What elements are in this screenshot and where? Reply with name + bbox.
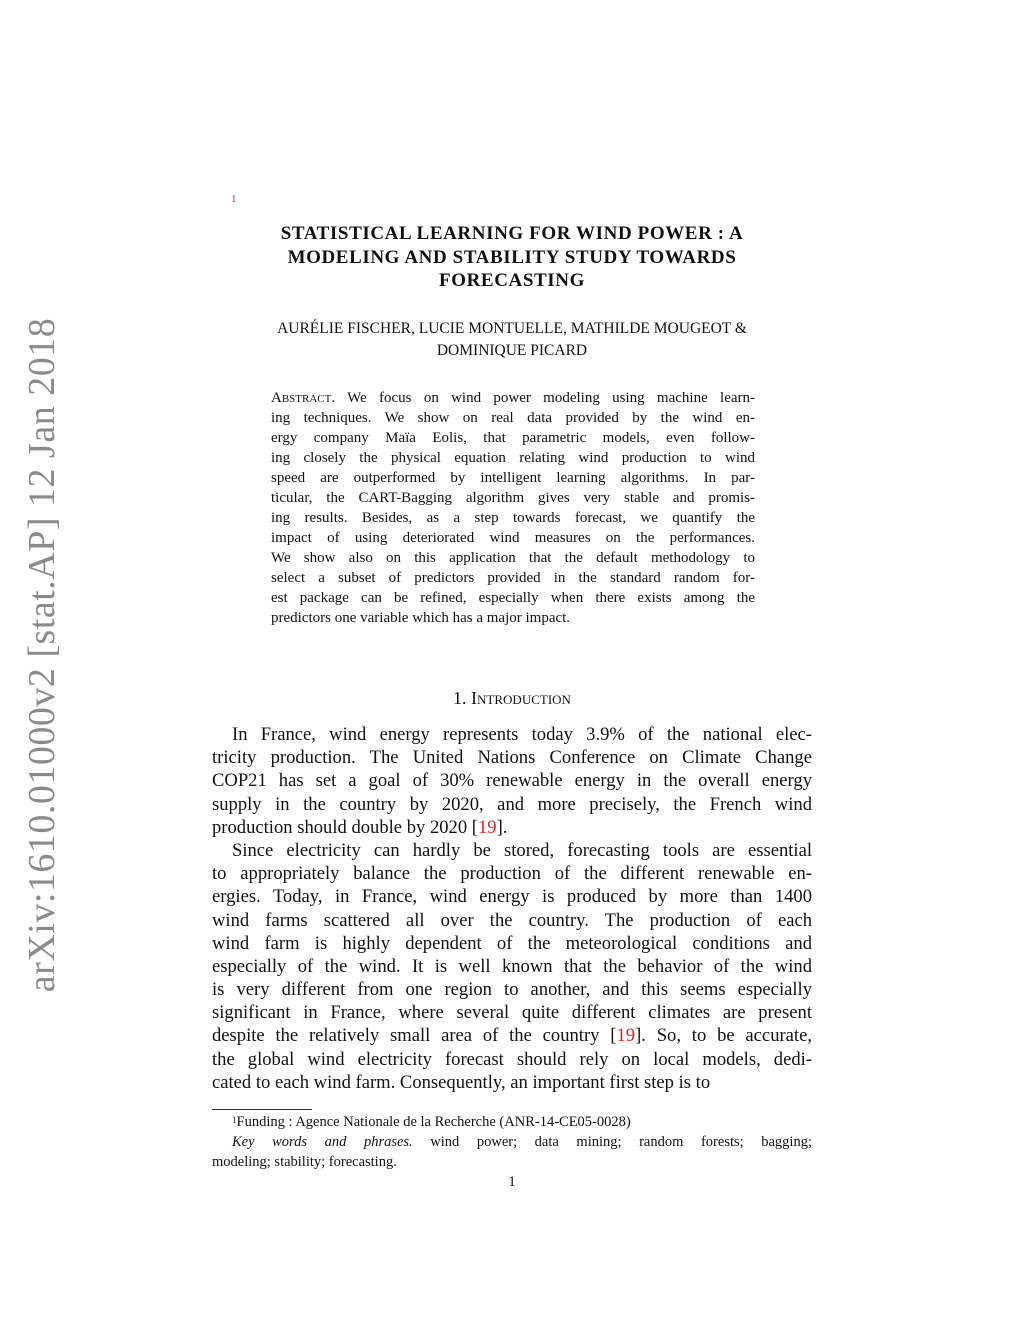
body-line: the global wind electricity forecast should rely on local models, dedi- — [212, 1048, 812, 1070]
abstract — [271, 388, 755, 628]
abstract-line — [271, 488, 755, 508]
abstract-line — [271, 528, 755, 548]
abstract-line — [271, 508, 755, 528]
citation-link[interactable]: 19 — [616, 1025, 636, 1047]
body-line: wind farm is highly dependent of the meteorological conditions and — [212, 932, 812, 954]
title-line: STATISTICAL LEARNING FOR WIND POWER : A — [280, 223, 744, 244]
title-line: FORECASTING — [439, 270, 585, 291]
abstract-line — [271, 588, 755, 608]
abstract-line-text: We show also on this application that the default methodology to — [271, 550, 755, 566]
funding-footnote — [212, 1112, 812, 1132]
citation-link[interactable]: 19 — [477, 816, 497, 838]
author-line: AURÉLIE FISCHER, LUCIE MONTUELLE, MATHILDE MOUGEOT & — [277, 320, 747, 337]
body-line: In France, wind energy represents today 3.9% of the national elec- — [232, 724, 812, 745]
authors — [212, 318, 812, 362]
body-text — [212, 723, 812, 1094]
funding-text: Funding : Agence Nationale de la Recherche (ANR-14-CE05-0028) — [236, 1114, 631, 1130]
footnotes — [212, 1112, 812, 1172]
body-line: Since electricity can hardly be stored, forecasting tools are essential — [232, 839, 812, 861]
body-line: especially of the wind. It is well known that the behavior of the wind — [212, 955, 812, 977]
body-line: COP21 has set a goal of 30% renewable energy in the overall energy — [212, 770, 812, 792]
section-number: 1. — [453, 688, 467, 708]
section-title: Introduction — [471, 688, 571, 708]
footnote-mark: 1 — [232, 1115, 237, 1125]
abstract-line — [271, 548, 755, 568]
body-line: is very different from one region to another, and this seems especially — [212, 979, 812, 1001]
body-line: tricity production. The United Nations Conference on Climate Change — [212, 747, 812, 769]
paper-title — [212, 222, 812, 293]
body-line: cated to each wind farm. Consequently, an important first step is to — [212, 1071, 711, 1093]
body-line: ergies. Today, in France, wind energy is produced by more than 1400 — [212, 886, 812, 908]
abstract-line-text: predictors one variable which has a major impact. — [271, 610, 571, 626]
abstract-line-text: impact of using deteriorated wind measures on the performances. — [271, 530, 755, 546]
abstract-line — [271, 608, 755, 628]
abstract-line-text: ticular, the CART-Bagging algorithm gives very stable and promis- — [271, 490, 755, 506]
abstract-line-text: select a subset of predictors provided in the standard random for- — [271, 570, 755, 586]
body-line: despite the relatively small area of the country [19]. So, to be accurate, — [212, 1025, 812, 1047]
abstract-line-text: speed are outperformed by intelligent learning algorithms. In par- — [271, 470, 755, 486]
page-number: 1 — [508, 1174, 516, 1190]
abstract-label: Abstract. — [271, 390, 336, 406]
abstract-line — [271, 468, 755, 488]
abstract-line-text: ergy company Maïa Eolis, that parametric models, even follow- — [271, 430, 755, 446]
keywords-line — [212, 1132, 812, 1152]
abstract-line — [271, 408, 755, 428]
abstract-line — [271, 428, 755, 448]
body-line: supply in the country by 2020, and more precisely, the French wind — [212, 793, 812, 815]
abstract-line-text: ing results. Besides, as a step towards forecast, we quantify the — [271, 510, 755, 526]
abstract-line-text: ing closely the physical equation relating wind production to wind — [271, 450, 755, 466]
keywords-text: wind power; data mining; random forests; bagging; — [430, 1134, 812, 1150]
footnote-rule — [212, 1109, 312, 1110]
keywords-label: Key words and phrases. — [232, 1134, 413, 1150]
arxiv-stamp: arXiv:1610.01000v2 [stat.AP] 12 Jan 2018 — [21, 317, 63, 993]
body-line: production should double by 2020 [19]. — [212, 816, 508, 838]
abstract-line-text: ing techniques. We show on real data provided by the wind en- — [271, 410, 755, 426]
title-line: MODELING AND STABILITY STUDY TOWARDS — [287, 246, 737, 268]
title-footnote-mark[interactable]: 1 — [231, 193, 237, 205]
section-heading — [212, 688, 812, 709]
abstract-line — [271, 568, 755, 588]
abstract-line — [271, 448, 755, 468]
abstract-line — [271, 388, 755, 408]
author-line: DOMINIQUE PICARD — [436, 342, 588, 359]
body-line: to appropriately balance the production of the different renewable en- — [212, 863, 812, 885]
abstract-line-text: We focus on wind power modeling using machine learn- — [347, 390, 755, 406]
body-line: significant in France, where several quite different climates are present — [212, 1002, 812, 1024]
abstract-line-text: est package can be refined, especially when there exists among the — [271, 590, 755, 606]
body-line: wind farms scattered all over the country. The production of each — [212, 909, 812, 931]
keywords-line: modeling; stability; forecasting. — [212, 1154, 397, 1170]
